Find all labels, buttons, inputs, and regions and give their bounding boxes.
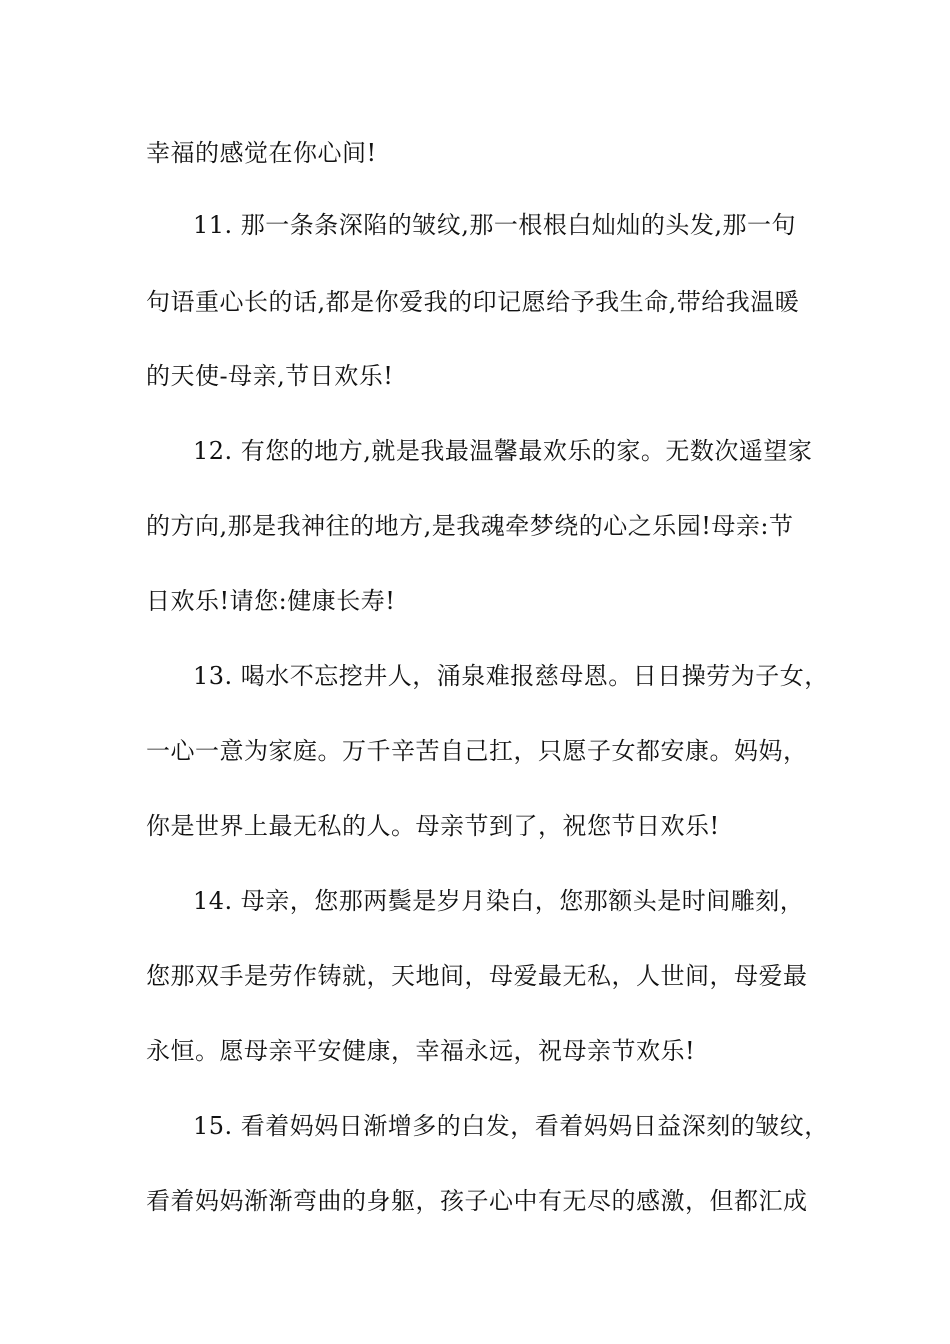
text-line: 句语重心长的话,都是你爱我的印记愿给予我生命,带给我温暖: [146, 288, 800, 316]
paragraph-11-first-line: 11. 那一条条深陷的皱纹,那一根根白灿灿的头发,那一句: [193, 211, 797, 239]
text-line: 的方向,那是我神往的地方,是我魂牵梦绕的心之乐园!母亲:节: [146, 512, 794, 540]
text-line: 幸福的感觉在你心间!: [146, 139, 377, 167]
text-line: 看着妈妈渐渐弯曲的身躯，孩子心中有无尽的感激，但都汇成: [146, 1187, 808, 1215]
text-line: 永恒。愿母亲平安健康，幸福永远，祝母亲节欢乐!: [146, 1037, 696, 1065]
text-line: 您那双手是劳作铸就，天地间，母爱最无私，人世间，母爱最: [146, 962, 808, 990]
paragraph-13-first-line: 13. 喝水不忘挖井人，涌泉难报慈母恩。日日操劳为子女，: [193, 662, 829, 690]
text-line: 你是世界上最无私的人。母亲节到了，祝您节日欢乐!: [146, 812, 720, 840]
paragraph-12-first-line: 12. 有您的地方,就是我最温馨最欢乐的家。无数次遥望家: [193, 437, 813, 465]
text-line: 日欢乐!请您:健康长寿!: [146, 587, 396, 615]
text-line: 的天使-母亲,节日欢乐!: [146, 362, 394, 390]
text-line: 一心一意为家庭。万千辛苦自己扛，只愿子女都安康。妈妈，: [146, 737, 808, 765]
paragraph-15-first-line: 15. 看着妈妈日渐增多的白发，看着妈妈日益深刻的皱纹，: [193, 1112, 829, 1140]
paragraph-14-first-line: 14. 母亲，您那两鬓是岁月染白，您那额头是时间雕刻，: [193, 887, 805, 915]
